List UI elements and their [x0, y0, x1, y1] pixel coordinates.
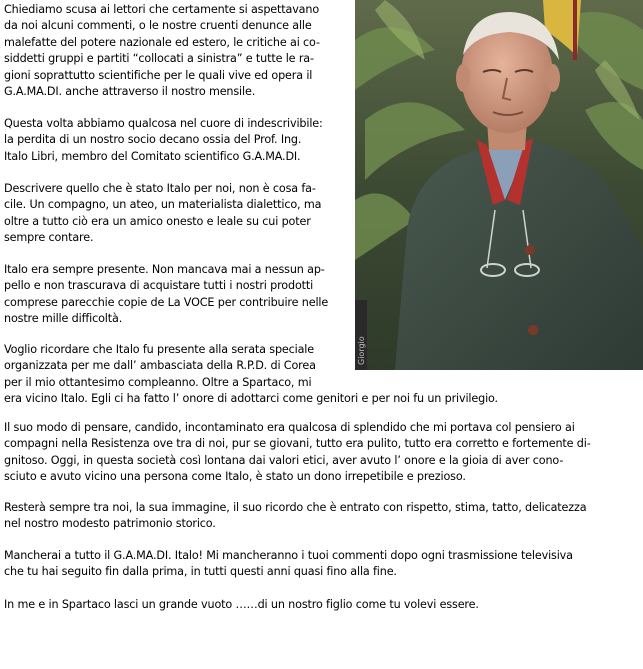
paragraph-3	[4, 181, 321, 247]
portrait-photo	[355, 0, 643, 370]
text-line: gioni soprattutto scientifiche per le quali vive ed opera il	[4, 68, 313, 82]
text-line: Voglio ricordare che Italo fu presente alla serata speciale	[4, 343, 315, 356]
text-line: che tu hai seguito fin dalla prima, in tutti questi anni quasi fino alla fine.	[4, 565, 397, 579]
text-line: cile. Un compagno, un ateo, un materialista dialettico, ma	[4, 198, 322, 212]
text-line: compagni nella Resistenza ove tra di noi, pur se giovani, tutto era pulito, tutto era corretto e fortemente di-	[4, 437, 591, 451]
photo-caption: Giorgio	[357, 336, 366, 365]
text-line: G.A.MA.DI. anche attraverso il nostro mensile.	[4, 85, 256, 99]
text-line: sempre contare.	[4, 231, 94, 245]
text-line: gnitoso. Oggi, in questa società così lontana dai valori etici, aver avuto l’ onore e la gioia di aver cono-	[4, 453, 564, 467]
text-line: Descrivere quello che è stato Italo per noi, non è cosa fa-	[4, 182, 316, 195]
text-line: da noi alcuni commenti, o le nostre cruenti denunce alle	[4, 19, 312, 33]
text-line: nostre mille difficoltà.	[4, 312, 123, 326]
text-line: organizzata per me dall’ ambasciata della R.P.D. di Corea	[4, 359, 316, 373]
paragraph-4	[4, 262, 328, 328]
text-line: Chiediamo scusa ai lettori che certamente si aspettavano	[4, 3, 320, 16]
text-line: In me e in Spartaco lasci un grande vuoto ……di un nostro figlio come tu volevi essere.	[4, 598, 479, 611]
text-line: Italo era sempre presente. Non mancava mai a nessun ap-	[4, 263, 325, 276]
paragraph-8	[4, 548, 573, 581]
portrait-illustration	[355, 0, 643, 370]
text-line: Il suo modo di pensare, candido, incontaminato era qualcosa di splendido che mi portava col pensiero ai	[4, 421, 575, 434]
paragraph-6	[4, 420, 591, 486]
text-line: Italo Libri, membro del Comitato scientifico G.A.MA.DI.	[4, 149, 301, 163]
text-line: sciuto e avuto vicino una persona come Italo, è stato un dono irrepetibile e prezioso.	[4, 470, 466, 484]
paragraph-5	[4, 342, 498, 408]
text-line: Mancherai a tutto il G.A.MA.DI. Italo! Mi mancheranno i tuoi commenti dopo ogni trasmissione televisiva	[4, 549, 573, 562]
text-line: malefatte del potere nazionale ed estero, le critiche ai co-	[4, 35, 320, 49]
text-line: siddetti gruppi e partiti “collocati a sinistra” e tutte le ra-	[4, 52, 314, 66]
text-line: oltre a tutto ciò era un amico onesto e leale su cui poter	[4, 214, 311, 228]
paragraph-2	[4, 116, 323, 165]
text-line: Questa volta abbiamo qualcosa nel cuore di indescrivibile:	[4, 117, 323, 130]
text-line: comprese parecchie copie de La VOCE per contribuire nelle	[4, 295, 329, 309]
text-line: Resterà sempre tra noi, la sua immagine, il suo ricordo che è entrato con rispetto, stima, tatto, delicatezza	[4, 501, 587, 514]
text-line: pello e non trascurava di acquistare tutti i nostri prodotti	[4, 279, 314, 293]
paragraph-1	[4, 2, 320, 100]
paragraph-7	[4, 500, 586, 533]
text-line: era vicino Italo. Egli ci ha fatto l’ onore di adottarci come genitori e per noi fu un privilegio.	[4, 392, 498, 406]
text-line: la perdita di un nostro socio decano ossia del Prof. Ing.	[4, 133, 302, 147]
text-line: per il mio ottantesimo compleanno. Oltre a Spartaco, mi	[4, 375, 312, 389]
paragraph-9	[4, 597, 479, 613]
text-line: nel nostro modesto patrimonio storico.	[4, 517, 216, 531]
